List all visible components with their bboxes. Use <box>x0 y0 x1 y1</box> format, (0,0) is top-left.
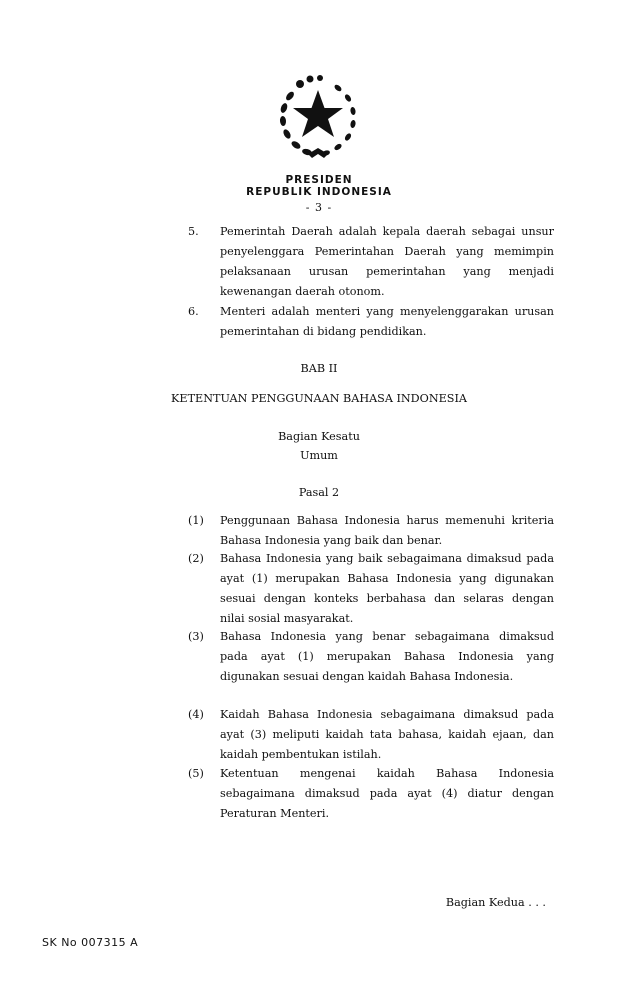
definition-text: Pemerintah Daerah adalah kepala daerah sebagai unsur penyelenggara Pemerintahan Daerah yang memimpin pelaksanaan urusan pemerintahan yang menjadi kewenangan daerah otonom. <box>220 225 554 298</box>
definition-number: 5. <box>188 225 199 238</box>
header-subtitle: REPUBLIK INDONESIA <box>246 186 392 198</box>
definition-item <box>188 222 554 302</box>
continuation-note: Bagian Kedua . . . <box>445 896 546 909</box>
clause-text: Penggunaan Bahasa Indonesia harus memenuhi kriteria Bahasa Indonesia yang baik dan benar. <box>220 514 554 547</box>
section-name: Umum <box>300 449 338 462</box>
chapter-title: KETENTUAN PENGGUNAAN BAHASA INDONESIA <box>171 392 467 405</box>
star-wreath-icon <box>268 66 368 166</box>
clause-number: (1) <box>188 514 204 527</box>
chapter-number: BAB II <box>300 362 338 375</box>
clause-text: Ketentuan mengenai kaidah Bahasa Indonesia sebagaimana dimaksud pada ayat (4) diatur dengan Peraturan Menteri. <box>220 767 554 820</box>
article-title: Pasal 2 <box>298 486 340 499</box>
clause-number: (5) <box>188 767 204 780</box>
definition-item <box>188 302 554 342</box>
clause-number: (3) <box>188 630 204 643</box>
clause-item <box>188 627 554 687</box>
clause-item <box>188 764 554 824</box>
page-number: - 3 - <box>305 201 333 214</box>
definition-text: Menteri adalah menteri yang menyelenggarakan urusan pemerintahan di bidang pendidikan. <box>220 305 554 338</box>
clause-item <box>188 705 554 765</box>
clause-item <box>188 549 554 629</box>
clause-number: (2) <box>188 552 204 565</box>
header-title: PRESIDEN <box>285 174 353 186</box>
presidential-seal-icon <box>268 66 368 166</box>
clause-text: Kaidah Bahasa Indonesia sebagaimana dimaksud pada ayat (3) meliputi kaidah tata bahasa, kaidah ejaan, dan kaidah pembentukan istilah. <box>220 708 554 761</box>
clause-number: (4) <box>188 708 204 721</box>
clause-text: Bahasa Indonesia yang baik sebagaimana dimaksud pada ayat (1) merupakan Bahasa Indonesia yang digunakan sesuai dengan konteks berbahasa dan selaras dengan nilai sosial masyarakat. <box>220 552 554 625</box>
clause-text: Bahasa Indonesia yang benar sebagaimana dimaksud pada ayat (1) merupakan Bahasa Indonesia yang digunakan sesuai dengan kaidah Bahasa Indonesia. <box>220 630 554 683</box>
definition-number: 6. <box>188 305 199 318</box>
footer-code: SK No 007315 A <box>42 936 139 949</box>
section-part: Bagian Kesatu <box>278 430 360 443</box>
clause-item <box>188 511 554 551</box>
